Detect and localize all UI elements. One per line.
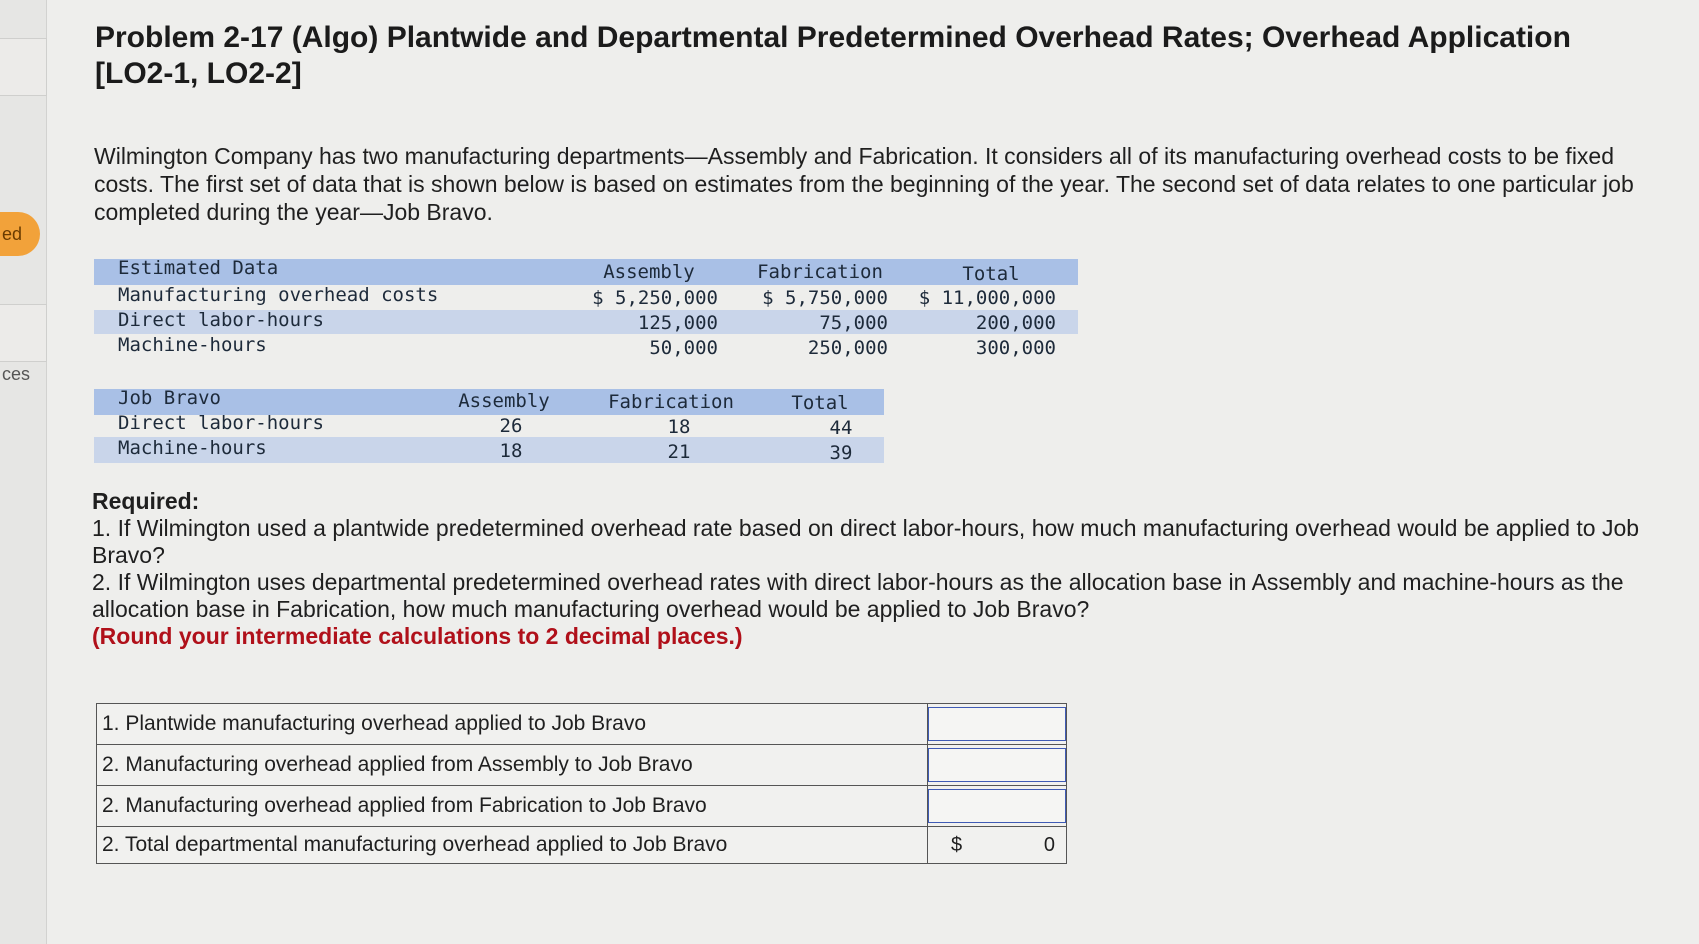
required-section — [92, 488, 1652, 650]
table-cell: $ 5,250,000 — [592, 287, 718, 309]
table-cell: 39 — [829, 442, 853, 464]
table-cell: $ 11,000,000 — [918, 287, 1056, 309]
table-cell: 50,000 — [649, 337, 718, 359]
table-cell: 26 — [499, 415, 523, 437]
row-label: Machine-hours — [118, 437, 267, 459]
answer-table — [96, 703, 1067, 864]
required-item-1: 1. If Wilmington used a plantwide predetermined overhead rate based on direct labor-hours, how much manufacturing overhead would be applied to Job Bravo? — [92, 515, 1640, 568]
required-heading: Required: — [92, 488, 200, 514]
sidebar-tab[interactable] — [0, 38, 47, 96]
sidebar-tab[interactable] — [0, 304, 47, 362]
column-header: Job Bravo — [118, 387, 221, 409]
table-cell: 200,000 — [975, 312, 1056, 334]
row-label: Manufacturing overhead costs — [118, 284, 439, 306]
table-row — [97, 786, 1067, 827]
problem-title: Problem 2-17 (Algo) Plantwide and Departmental Predetermined Overhead Rates; Overhead Application [LO2-1, LO2-2] — [95, 21, 1571, 90]
column-header: Total — [962, 263, 1020, 285]
table-row — [97, 745, 1067, 786]
row-label: Machine-hours — [118, 334, 267, 356]
table-cell: 300,000 — [975, 337, 1056, 359]
total-value: 0 — [1043, 833, 1055, 856]
answer-label: 1. Plantwide manufacturing overhead applied to Job Bravo — [97, 704, 928, 745]
problem-intro: Wilmington Company has two manufacturing departments—Assembly and Fabrication. It considers all of its manufacturing overhead costs to be fixed costs. The first set of data that is shown below is based on estimates from the beginning of the year. The second set of data relates to one particular job completed during the year—Job Bravo. — [94, 143, 1634, 225]
table-cell: 21 — [667, 441, 691, 463]
table-cell: 18 — [499, 440, 523, 462]
table-row — [97, 704, 1067, 745]
column-header: Estimated Data — [118, 257, 279, 279]
answer-label: 2. Manufacturing overhead applied from Fabrication to Job Bravo — [97, 786, 928, 827]
column-header: Assembly — [458, 390, 550, 412]
table-cell: 250,000 — [807, 337, 888, 359]
column-header: Total — [791, 392, 849, 414]
answer-label: 2. Total departmental manufacturing overhead applied to Job Bravo — [97, 827, 928, 864]
total-overhead-value — [928, 827, 1067, 864]
table-cell: 18 — [667, 416, 691, 438]
assembly-overhead-input[interactable] — [928, 748, 1066, 782]
answer-label: 2. Manufacturing overhead applied from Assembly to Job Bravo — [97, 745, 928, 786]
table-cell: $ 5,750,000 — [762, 287, 888, 309]
table-cell: 75,000 — [819, 312, 888, 334]
column-header: Assembly — [603, 261, 695, 283]
table-cell: 125,000 — [637, 312, 718, 334]
column-header: Fabrication — [608, 391, 734, 413]
table-row — [97, 827, 1067, 864]
rounding-note: (Round your intermediate calculations to 2 decimal places.) — [92, 623, 743, 649]
row-label: Direct labor-hours — [118, 309, 324, 331]
sidebar-label[interactable]: ces — [2, 364, 31, 384]
plantwide-overhead-input[interactable] — [928, 707, 1066, 741]
fabrication-overhead-input[interactable] — [928, 789, 1066, 823]
required-item-2: 2. If Wilmington uses departmental predetermined overhead rates with direct labor-hours as the allocation base in Assembly and machine-hours as the allocation base in Fabrication, how much manufacturing overhead would be applied to Job Bravo? — [92, 569, 1624, 622]
table-cell: 44 — [829, 417, 853, 439]
sidebar-status-badge[interactable]: ed — [0, 212, 40, 256]
column-header: Fabrication — [757, 261, 883, 283]
row-label: Direct labor-hours — [118, 412, 324, 434]
left-sidebar — [0, 0, 47, 944]
currency-symbol: $ — [951, 833, 963, 856]
